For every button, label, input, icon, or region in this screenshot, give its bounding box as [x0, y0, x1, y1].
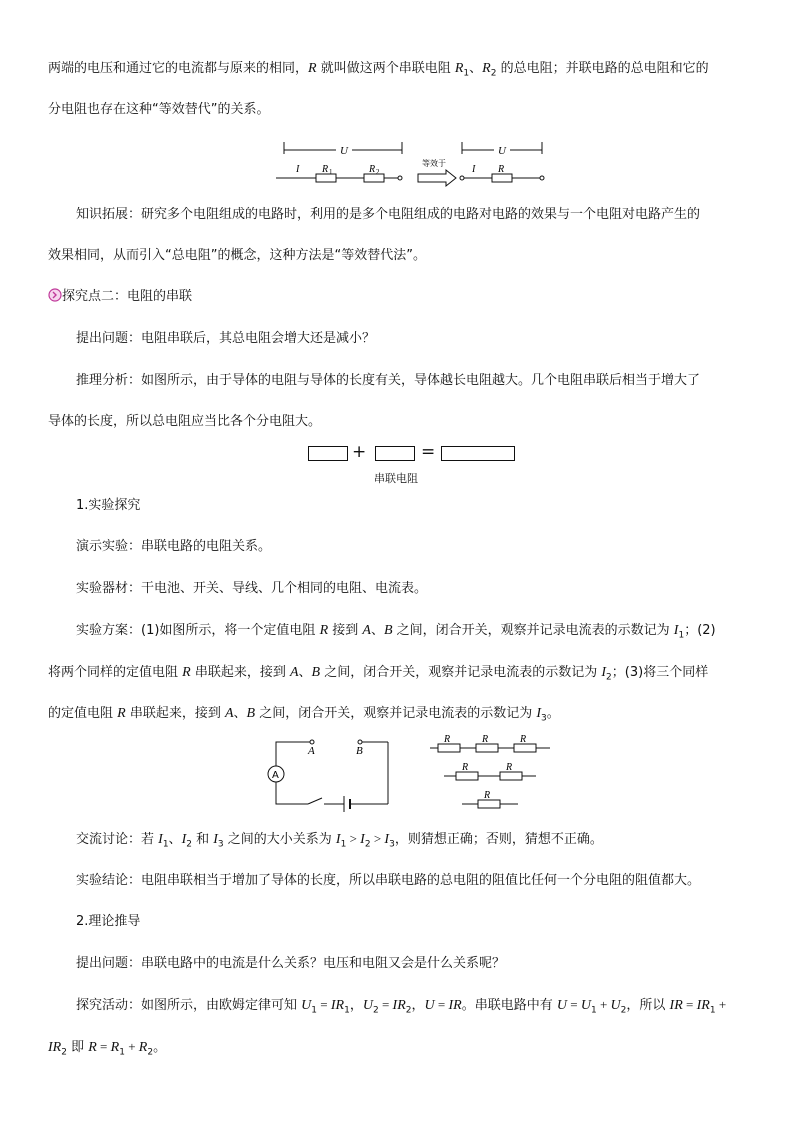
para-question	[76, 330, 375, 348]
text: 、	[298, 665, 312, 680]
text: ，所以	[626, 998, 670, 1013]
label-R1: R	[322, 164, 329, 175]
section-title: 探究点二：电阻的串联	[62, 289, 193, 304]
label-R2: R	[369, 164, 376, 175]
var-A: A	[224, 706, 234, 721]
sub: 2	[364, 839, 371, 850]
sub: 2	[620, 1005, 627, 1016]
sub: 2	[186, 839, 192, 850]
sub: 3	[389, 839, 395, 850]
para-equipment	[76, 580, 427, 598]
var-R: R	[182, 665, 191, 680]
var-I: I	[384, 832, 390, 847]
experiment-circuit-diagram	[262, 734, 392, 812]
sub: 2	[372, 1005, 379, 1016]
text: 之间的大小关系为	[223, 832, 336, 847]
label-R2-sub: 2	[376, 168, 380, 176]
text: 串联起来，接到	[125, 706, 225, 721]
resistor-label: R	[484, 790, 491, 801]
var-U: U	[580, 998, 591, 1013]
var-I: I	[330, 998, 336, 1013]
var-I: I	[601, 665, 607, 680]
para-plan-line1	[76, 622, 716, 645]
text: 之间，闭合开关，观察并记录电流表的示数记为	[255, 706, 537, 721]
resistor-label: R	[462, 762, 469, 773]
para-total-resistance-line2	[48, 101, 269, 119]
var-I: I	[360, 832, 365, 847]
text: 导体的长度，所以总电阻应当比各个分电阻大。	[48, 414, 322, 429]
text: 。	[153, 1040, 167, 1055]
series-equivalence-diagram	[270, 136, 560, 188]
label-R1-sub: 1	[329, 168, 333, 176]
eq: =	[567, 997, 581, 1012]
para-activity-line1	[76, 996, 726, 1020]
resistor-label: R	[482, 734, 489, 745]
var-R: R	[117, 706, 126, 721]
text: 和	[191, 832, 214, 847]
text: 就叫做这两个串联电阻	[316, 61, 455, 76]
resistor-label: R	[520, 734, 527, 745]
var-R: R	[110, 1040, 120, 1055]
text: 之间，闭合开关，观察并记录电流表的示数记为	[320, 665, 602, 680]
var-A: A	[362, 623, 371, 638]
sub: 1	[311, 1005, 317, 1016]
label-I: I	[472, 164, 476, 175]
sub: 2	[490, 68, 497, 79]
text: ，则猜想正确；否则，猜想不正确。	[394, 832, 603, 847]
text: 。	[546, 706, 560, 721]
equals-sign: =	[421, 442, 436, 462]
label-equivalent: 等效于	[422, 159, 446, 168]
gt: >	[370, 831, 385, 846]
text: 实验结论：电阻串联相当于增加了导体的长度，所以串联电路的总电阻的阻值比任何一个分电阻的阻值都大。	[76, 873, 701, 888]
conductor-box-1	[308, 446, 348, 461]
para-knowledge-ext-line2	[48, 247, 426, 265]
text: 、	[469, 61, 483, 76]
var-B: B	[311, 665, 321, 680]
plus: +	[596, 997, 611, 1012]
terminal-A-label: A	[308, 745, 315, 757]
var-R: R	[701, 998, 710, 1013]
var-U: U	[556, 998, 567, 1013]
conductor-box-long	[441, 446, 515, 461]
text: ，	[411, 998, 425, 1013]
var-I: I	[181, 832, 187, 847]
var-I: I	[213, 832, 218, 847]
heading-experiment	[76, 497, 140, 515]
text: 分电阻也存在这种“等效替代”的关系。	[48, 102, 270, 117]
para-activity-line2	[48, 1038, 166, 1062]
para-knowledge-ext-line1	[76, 206, 700, 224]
text: 、	[370, 623, 384, 638]
var-I: I	[536, 706, 542, 721]
text: 串联起来，接到	[190, 665, 290, 680]
text: 。	[461, 998, 475, 1013]
var-I: I	[448, 998, 454, 1013]
label-I: I	[296, 164, 300, 175]
sub: 1	[162, 839, 169, 850]
text: 2.理论推导	[76, 914, 141, 929]
text: 效果相同，从而引入“总电阻”的概念，这种方法是“等效替代法”。	[48, 248, 426, 263]
plus-sign: +	[352, 442, 367, 462]
var-U: U	[424, 998, 435, 1013]
eq: =	[317, 997, 331, 1012]
var-U: U	[610, 998, 621, 1013]
sub: 1	[463, 68, 470, 79]
para-question-2	[76, 955, 505, 973]
text: ，	[349, 998, 363, 1013]
eq: =	[682, 997, 697, 1012]
label-R: R	[498, 164, 505, 175]
para-conclusion	[76, 872, 700, 890]
sub: 1	[340, 839, 347, 850]
var-R: R	[674, 998, 683, 1013]
sub: 2	[61, 1047, 67, 1058]
resistor-label: R	[506, 762, 513, 773]
para-analysis-line2	[48, 413, 321, 431]
var-R: R	[52, 1040, 62, 1055]
var-I: I	[696, 998, 702, 1013]
conductor-length-diagram	[308, 444, 518, 486]
para-total-resistance-line1	[48, 60, 709, 83]
text: 两端的电压和通过它的电流都与原来的相同，	[48, 61, 309, 76]
var-I: I	[48, 1040, 53, 1055]
gt: >	[346, 831, 361, 846]
text: ；(2)	[684, 623, 716, 638]
text: 提出问题：串联电路中的电流是什么关系？电压和电阻又会是什么关系呢？	[76, 956, 506, 971]
sub: 1	[344, 1005, 350, 1016]
text: 知识拓展：研究多个电阻组成的电路时，利用的是多个电阻组成的电路对电路的效果与一个电阻对电路产生的	[76, 207, 701, 222]
var-I: I	[669, 998, 675, 1013]
var-U: U	[362, 998, 373, 1013]
sub: 1	[590, 1005, 597, 1016]
text: 的定值电阻	[48, 706, 118, 721]
var-I: I	[673, 623, 679, 638]
resistor-configurations-diagram	[424, 734, 556, 812]
para-plan-line2	[48, 664, 708, 687]
var-A: A	[289, 665, 299, 680]
text: 、	[233, 706, 247, 721]
var-I: I	[335, 832, 341, 847]
var-R: R	[397, 998, 406, 1013]
conductor-box-2	[375, 446, 415, 461]
text: 探究活动：如图所示，由欧姆定律可知	[76, 998, 302, 1013]
section-heading	[48, 288, 192, 306]
text: 实验方案：(1)如图所示，将一个定值电阻	[76, 623, 320, 638]
sub: 1	[678, 630, 685, 641]
var-I: I	[158, 832, 163, 847]
heading-theory	[76, 913, 140, 931]
var-R2: R	[482, 61, 491, 76]
terminal-B-label: B	[356, 745, 363, 757]
plus: +	[124, 1039, 139, 1054]
var-B: B	[246, 706, 256, 721]
text: 、	[168, 832, 182, 847]
sub: 3	[541, 713, 547, 724]
eq: =	[434, 997, 449, 1012]
eq: =	[96, 1039, 111, 1054]
sub: 2	[606, 672, 612, 683]
text: 即	[66, 1040, 89, 1055]
text: ；(3)将三个同样	[611, 665, 709, 680]
var-R: R	[88, 1040, 97, 1055]
text: 1.实验探究	[76, 498, 141, 513]
text: 之间，闭合开关，观察并记录电流表的示数记为	[392, 623, 674, 638]
var-R1: R	[454, 61, 464, 76]
text: 提出问题：电阻串联后，其总电阻会增大还是减小？	[76, 331, 376, 346]
text: 的总电阻；并联电路的总电阻和它的	[496, 61, 709, 76]
figure-caption: 串联电阻	[374, 472, 418, 485]
sub: 1	[119, 1047, 125, 1058]
plus: +	[715, 997, 727, 1012]
var-U: U	[301, 998, 312, 1013]
text: 接到	[328, 623, 363, 638]
eq: =	[378, 997, 393, 1012]
para-discussion	[76, 830, 603, 854]
sub: 3	[217, 839, 224, 850]
text: 推理分析：如图所示，由于导体的电阻与导体的长度有关，导体越长电阻越大。几个电阻串联后相当于增大了	[76, 373, 701, 388]
text: 演示实验：串联电路的电阻关系。	[76, 539, 272, 554]
ammeter-label: A	[272, 770, 279, 781]
section-bullet-icon	[48, 288, 62, 302]
sub: 2	[405, 1005, 412, 1016]
var-R: R	[453, 998, 462, 1013]
var-R: R	[319, 623, 329, 638]
var-R: R	[335, 998, 345, 1013]
sub: 2	[147, 1047, 154, 1058]
var-B: B	[383, 623, 393, 638]
label-U: U	[498, 145, 506, 157]
text: 实验器材：干电池、开关、导线、几个相同的电阻、电流表。	[76, 581, 428, 596]
label-U: U	[340, 145, 348, 157]
text: 串联电路中有	[474, 998, 557, 1013]
para-analysis-line1	[76, 372, 700, 390]
var-R: R	[138, 1040, 148, 1055]
para-demo	[76, 538, 271, 556]
text: 将两个同样的定值电阻	[48, 665, 183, 680]
para-plan-line3	[48, 705, 560, 728]
sub: 1	[709, 1005, 716, 1016]
var-R: R	[308, 61, 317, 76]
var-I: I	[392, 998, 398, 1013]
text: 交流讨论：若	[76, 832, 159, 847]
resistor-label: R	[444, 734, 451, 745]
